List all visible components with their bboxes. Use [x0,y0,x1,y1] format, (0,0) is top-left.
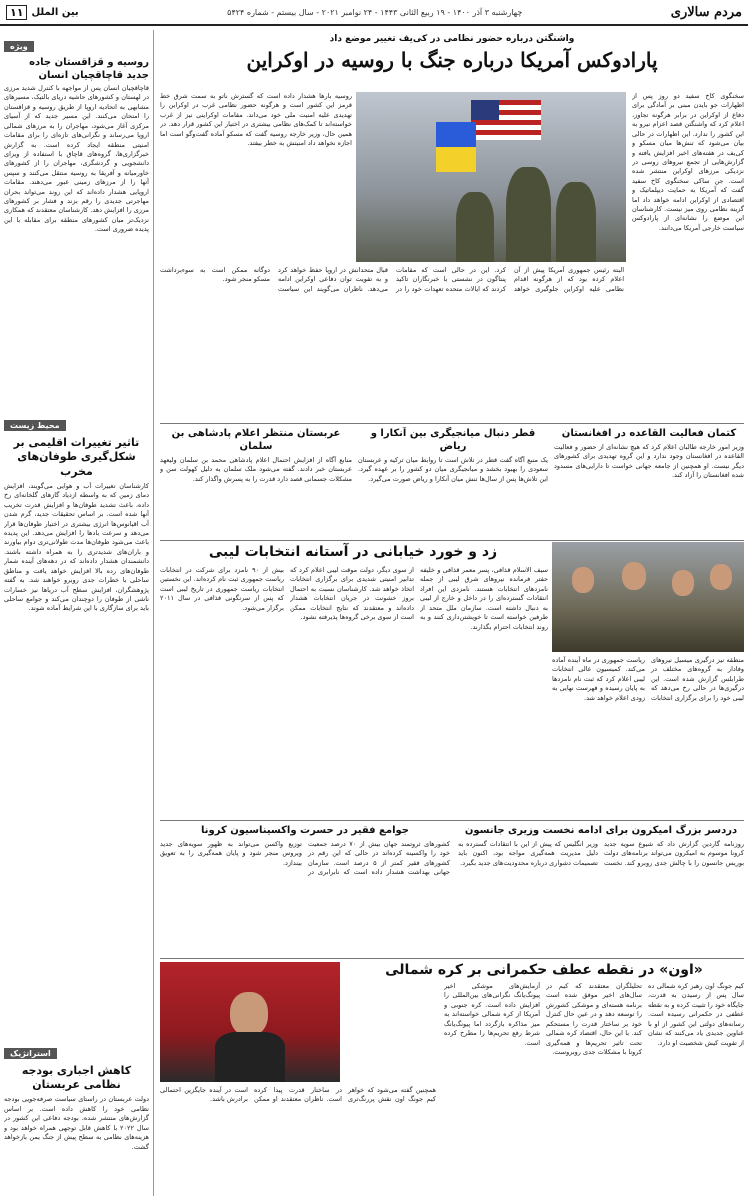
brand-name: مردم سالاری [670,4,742,20]
korea-col-c [444,982,540,1192]
story-bin-salman [160,427,352,537]
main-story-bottom-text: البته رئیس جمهوری آمریکا پیش از آن اعلام کرده بود که از هرگونه اقدام نظامی علیه اوکراین جلوگیری خواهد کرد. این در حالی است که مقامات پنتاگون در نشستی با خبرنگاران تاکید کردند که ایالات متحده تعهدات خود را در قبال متحدانش در اروپا حفظ خواهد کرد و به تقویت توان دفاعی اوکراین ادامه می‌دهد. ناظران می‌گویند این سیاست دوگانه ممکن است به سوء‌برداشت مسکو منجر شود. [160,266,624,293]
libya-col-c [290,566,414,816]
kim-jong-un-photo [160,962,340,1082]
korea-headline: «اون» در نقطه عطف حکمرانی بر کره شمالی [385,962,703,978]
story-saudi-budget-title: کاهش اجباری بودجه نظامی عربستان [21,1063,132,1092]
story-alqaeda-text: وزیر امور خارجه طالبان اعلام کرد که هیچ نشانه‌ای از حضور و فعالیت القاعده در افغانستان وجود ندارد و این گروه تهدیدی برای کشورهای دیگر نیست. او همچنین از جامعه جهانی خواست تا دارایی‌های مسدود شده افغانستان را آزاد کند. [554,443,744,480]
story-climate-text: کارشناسان تغییرات آب و هوایی می‌گویند، افزایش دمای زمین که به واسطه ازدیاد گازهای گلخانه‌ای رخ داده، باعث تشدید طوفان‌ها و افزایش قدرت تخریب آنها شده است. بر اساس تحقیقات جدید، گرم شدن آب اقیانوس‌ها انرژی بیشتری در اختیار طوفان‌ها قرار می‌دهد و سرعت بادها را افزایش می‌دهد. این پدیده باعث می‌شود طوفان‌ها مدت طولانی‌تری دوام بیاورند و باران‌های شدیدتری را به همراه داشته باشند. دانشمندان هشدار داده‌اند که در دهه‌های آینده شمار طوفان‌های رده بالا افزایش خواهد یافت و مناطق ساحلی با خطرات جدی روبرو خواهند شد. به گفته پژوهشگران، افزایش سطح آب دریاها نیز خسارات ناشی از طوفان را دوچندان می‌کند و جوامع ساحلی باید برای سازگاری با این شرایط آماده شوند. [4,481,149,613]
main-story-left-column [160,92,352,262]
main-area [160,30,744,1196]
section-label-strategic: استراتژیک [4,1048,57,1059]
story-trafficking-text: قاچاقچیان انسان پس از مواجهه با کنترل شدید مرزی در لهستان و کشورهای حاشیه دریای بالتیک، مسیرهای مشابهی به اتحادیه اروپا از طریق روسیه و قزاقستان را امتحان می‌کنند. این مسیر جدید که از آسیای مرکزی آغاز می‌شود، مهاجران را به مرزهای شمالی اروپا می‌رساند و نگرانی‌های تازه‌ای را برای مقامات امنیتی منطقه ایجاد کرده است. به گزارش خبرگزاری‌ها، گروه‌های قاچاق با استفاده از ویزای دانشجویی و گردشگری، مهاجران را از کشورهای خاورمیانه و آفریقا به روسیه منتقل می‌کنند و سپس آنها را از مرزهای زمینی عبور می‌دهند. مقامات اروپایی هشدار داده‌اند که این روند می‌تواند بحران مهاجرتی جدیدی را رقم بزند و فشار بر کشورهای مرزی را افزایش دهد. کارشناسان معتقدند که همکاری نزدیک‌تر میان کشورهای منطقه برای مقابله با این پدیده ضروری است. [4,84,149,234]
ukraine-flag-icon [436,122,476,172]
main-kicker: واشنگتن درباره حضور نظامی در کی‌یف تغییر موضع داد [329,34,575,44]
story-johnson-title: دردسر بزرگ امیکرون برای ادامه نخست وزیری جانسون [464,825,738,836]
korea-text-b: تحلیلگران معتقدند که کیم در سال‌های اخیر موفق شده است برنامه هسته‌ای و موشکی کشورش را توسعه دهد و در عین حال کنترل خود بر ساختار قدرت را مستحکم کند. با این حال، اقتصاد کره شمالی تحت تاثیر تحریم‌ها و همه‌گیری کرونا با مشکلات جدی روبروست. [546,982,642,1056]
masthead [0,0,748,26]
section-label-special: ویژه [4,41,34,52]
libya-headline: زد و خورد خیابانی در آستانه انتخابات لیبی [208,544,498,560]
story-vaccine-text: کشورهای ثروتمند جهان بیش از ۷۰ درصد جمعیت خود را واکسینه کرده‌اند در حالی که این رقم در کشورهای فقیر کمتر از ۵ درصد است. سازمان جهانی بهداشت هشدار داده است که نابرابری در توزیع واکسن می‌تواند به ظهور سویه‌های جدید ویروس منجر شود و پایان همه‌گیری را به تعویق بیندازد. [160,840,450,877]
page-number: ۱۱ [6,5,27,20]
main-headline: پارادوکس آمریکا درباره جنگ با روسیه در اوکراین [246,48,658,72]
libya-text-c: از سوی دیگر، دولت موقت لیبی اعلام کرد که تدابیر امنیتی شدیدی برای برگزاری انتخابات اتخاذ خواهد شد. کارشناسان نسبت به احتمال بروز خشونت در جریان انتخابات هشدار داده‌اند و معتقدند که نتایج انتخابات ممکن است از سوی برخی گروه‌ها پذیرفته نشود. [290,566,414,622]
korea-text-c: آزمایش‌های موشکی اخیر پیونگ‌یانگ نگرانی‌های بین‌المللی را افزایش داده است. کره جنوبی و آمریکا از کره شمالی خواسته‌اند به میز مذاکره بازگردد اما پیونگ‌یانگ شرط رفع تحریم‌ها را مطرح کرده است. [444,982,540,1047]
story-alqaeda [554,427,744,537]
story-vaccine [160,824,450,954]
main-story-left-text: روسیه بارها هشدار داده است که گسترش ناتو به سمت شرق خط قرمز این کشور است و هرگونه حضور نظامی غرب در اوکراین را تهدیدی علیه امنیت ملی خود می‌داند. مقامات اوکراینی نیز از غرب خواسته‌اند تا کمک‌های نظامی بیشتری در اختیار این کشور قرار دهد. در همین حال، وزیر خارجه روسیه گفت که مسکو آماده گفت‌وگو است اما اجازه نخواهد داد امنیتش به خطر بیفتد. [160,92,352,148]
korea-col-a [648,982,744,1192]
libya-text-d: بیش از ۹۰ نامزد برای شرکت در انتخابات ریاست جمهوری ثبت نام کرده‌اند. این نخستین انتخابات ریاست جمهوری در تاریخ لیبی است که پس از سرنگونی قذافی در سال ۲۰۱۱ برگزار می‌شود. [160,566,284,612]
libya-col-d [160,566,284,816]
story-bin-salman-text: منابع آگاه از افزایش احتمال اعلام پادشاهی محمد بن سلمان ولیعهد عربستان خبر دادند. گفته می‌شود ملک سلمان به دلیل کهولت سن و مشکلات جسمانی قصد دارد قدرت را به پسرش واگذار کند. [160,456,352,483]
story-johnson-text: روزنامه گاردین گزارش داد که شیوع سویه جدید کرونا موسوم به امیکرون می‌تواند برنامه‌های دولت بوریس جانسون را با چالش جدی روبرو کند. نخست وزیر انگلیس که پیش از این با انتقادات گسترده به دلیل مدیریت همه‌گیری مواجه بود، اکنون باید تصمیمات دشواری درباره محدودیت‌های جدید بگیرد. [458,840,744,867]
main-story-bottom [160,266,624,420]
story-qatar-text: یک منبع آگاه گفت قطر در تلاش است تا روابط میان ترکیه و عربستان سعودی را بهبود بخشد و میانجیگری میان دو کشور را بر عهده گیرد. این تلاش‌ها پس از سال‌ها تنش میان آنکارا و ریاض صورت می‌گیرد. [358,456,548,483]
korea-col-b [546,982,642,1192]
story-johnson [458,824,744,954]
story-climate-title: تاثیر تغییرات اقلیمی بر شکل‌گیری طوفان‌های مخرب [13,436,140,478]
story-vaccine-title: جوامع فقیر در حسرت واکسیناسیون کرونا [201,825,409,836]
libya-col-a [552,656,744,816]
main-story-right-text: سخنگوی کاخ سفید دو روز پس از اظهارات جو بایدن مبنی بر آمادگی برای دفاع از اوکراین در برابر هرگونه تجاوز، اعلام کرد که واشنگتن قصد اعزام نیرو به این کشور را ندارد. این اظهارات در حالی بیان می‌شود که تنش‌ها میان مسکو و کی‌یف در هفته‌های اخیر افزایش یافته و گزارش‌هایی از تجمع نیروهای روسی در نزدیکی مرزهای اوکراین منتشر شده است. جن ساکی سخنگوی کاخ سفید گفت که آمریکا به حمایت دیپلماتیک و اقتصادی از اوکراین ادامه خواهد داد اما گزینه نظامی روی میز نیست. کارشناسان این موضع را نشانه‌ای از پارادوکس سیاست خارجی آمریکا می‌دانند. [632,92,744,232]
story-saudi-budget-text: دولت عربستان در راستای سیاست صرفه‌جویی بودجه نظامی خود را کاهش داده است. بر اساس گزارش‌های منتشر شده، بودجه دفاعی این کشور در سال ۲۰۲۲ با کاهش قابل توجهی همراه خواهد بود و هزینه‌های نظامی به سطح پیش از جنگ یمن بازخواهد گشت. [4,1095,149,1151]
libya-text-b: سیف الاسلام قذافی، پسر معمر قذافی و خلیفه حفتر فرمانده نیروهای شرق لیبی از جمله نامزدهای انتخابات هستند. نامزدی این افراد انتقادات گسترده‌ای را در داخل و خارج از لیبی به دنبال داشته است. سازمان ملل متحد از طرفین خواسته است تا خویشتن‌داری کنند و به روند انتخابات احترام بگذارند. [420,566,548,631]
korea-text-a: کیم جونگ اون رهبر کره شمالی ده سال پس از رسیدن به قدرت، جایگاه خود را تثبیت کرده و به نقطه عطفی در حکمرانی رسیده است. رسانه‌های دولتی این کشور از او با عناوین جدیدی یاد می‌کنند که نشان از تقویت کیش شخصیت او دارد. [648,982,744,1047]
story-qatar-title: قطر دنبال میانجیگری بین آنکارا و ریاض [370,428,536,452]
story-qatar [358,427,548,537]
story-bin-salman-title: عربستان منتظر اعلام پادشاهی بن سلمان [171,428,341,452]
us-flag-icon [471,100,541,140]
libya-fighters-photo [552,542,744,652]
libya-text-a: منطقه نیز درگیری میسیل نیروهای وفادار به گروه‌های مختلف در طرابلس گزارش شده است. این درگیری‌ها در حالی رخ می‌دهد که لیبی خود را برای برگزاری انتخابات ریاست جمهوری در ماه آینده آماده می‌کند. کمیسیون عالی انتخابات لیبی اعلام کرد که ثبت نام نامزدها به پایان رسیده و فهرست نهایی به زودی اعلام خواهد شد. [552,656,744,702]
section-name: بین الملل [31,6,79,18]
story-alqaeda-title: کتمان فعالیت القاعده در افغانستان [561,428,737,439]
story-trafficking-title: روسیه و قزاقستان جاده جدید قاچاقچیان انسان [29,57,149,81]
issue-line: چهارشنبه ۳ آذر ۱۴۰۰ - ۱۹ ربیع الثانی ۱۴۴۳ - ۲۴ نوامبر ۲۰۲۱ - سال بیستم - شماره ۵۴۲۴ [227,7,523,17]
korea-text-d: همچنین گفته می‌شود که خواهر کیم جونگ اون نقش پررنگ‌تری در ساختار قدرت پیدا کرده است. ناظران معتقدند او ممکن است در آینده جایگزین احتمالی برادرش باشد. [160,1086,436,1104]
section-label-environment: محیط زیست [4,420,66,431]
left-column [4,30,154,1196]
ukraine-soldiers-photo [356,92,626,262]
korea-col-d [160,1086,436,1192]
main-story-right-column [632,92,744,420]
libya-col-b [420,566,548,816]
